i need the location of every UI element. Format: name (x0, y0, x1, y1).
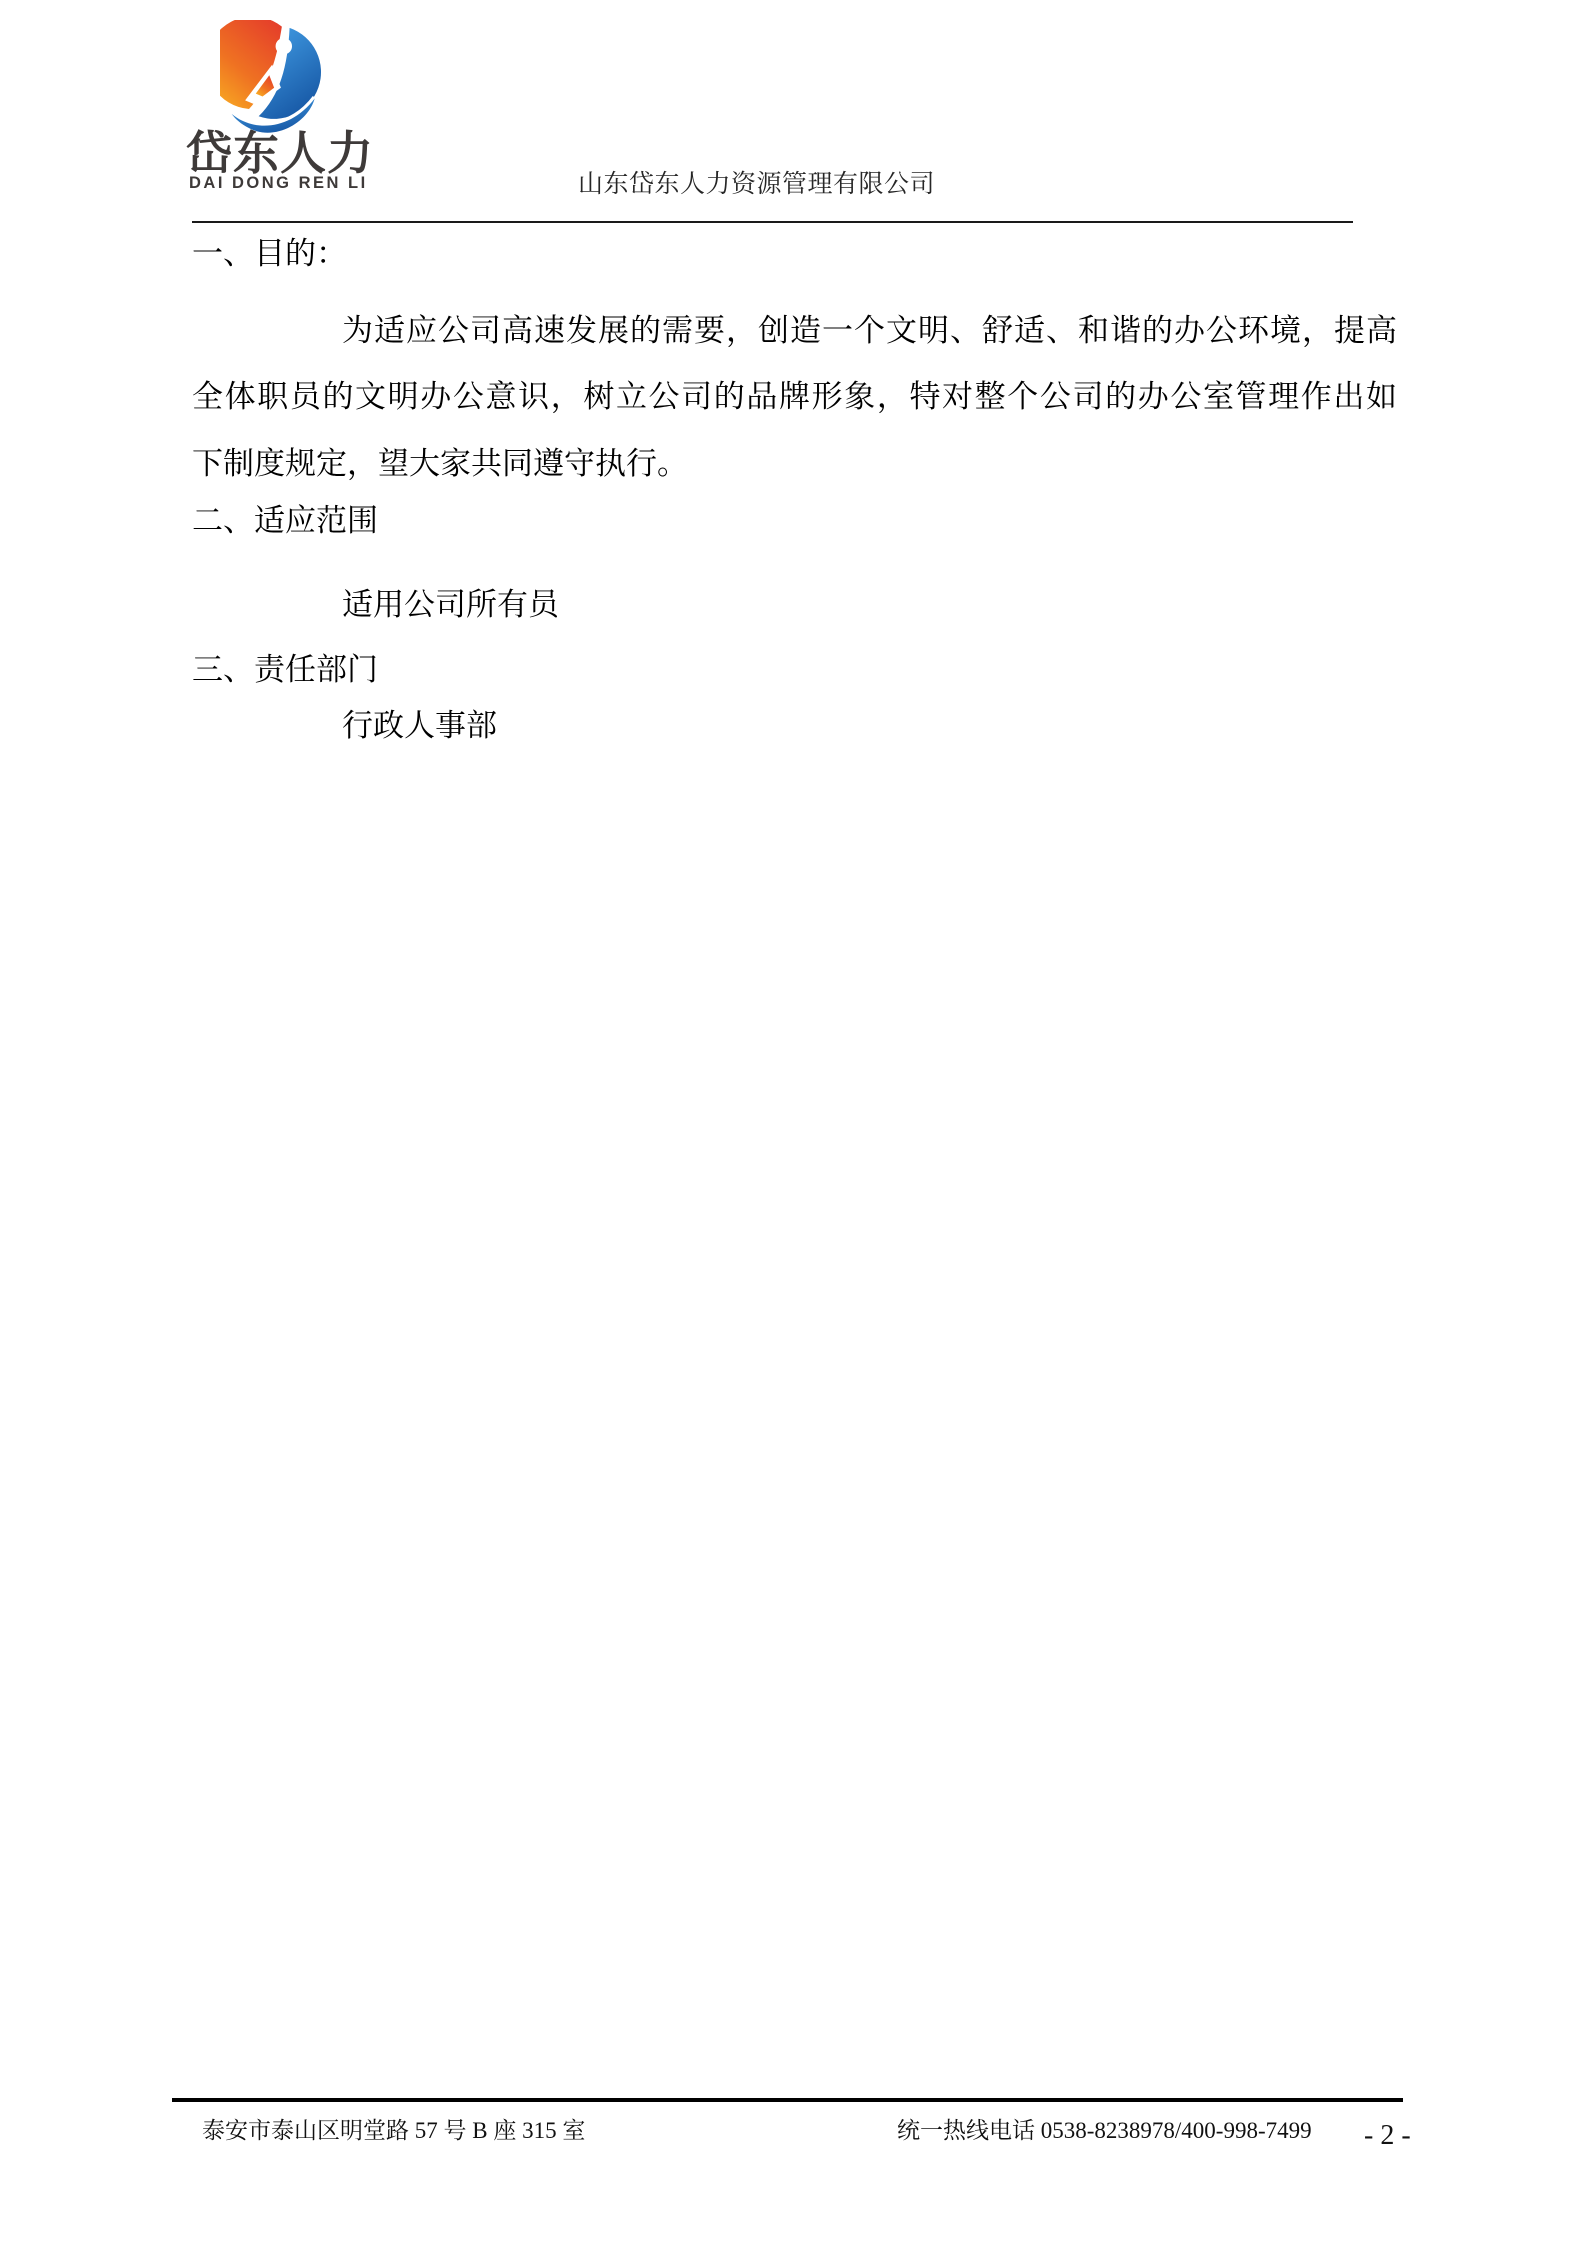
header-divider (192, 221, 1353, 223)
section1-heading: 一、目的： (192, 236, 347, 271)
footer-hotline: 统一热线电话 0538-8238978/400-998-7499 (897, 2118, 1312, 2143)
section2-paragraph-line1: 适用公司所有员 (342, 587, 559, 622)
section2-heading: 二、适应范围 (192, 503, 378, 538)
logo-name-cn: 岱东人力 (186, 127, 374, 179)
section1-paragraph-line2: 全体职员的文明办公意识，树立公司的品牌形象，特对整个公司的办公室管理作出如 (192, 379, 1397, 414)
section3-heading: 三、责任部门 (192, 652, 378, 687)
company-name: 山东岱东人力资源管理有限公司 (578, 171, 936, 198)
section1-paragraph-line1: 为适应公司高速发展的需要，创造一个文明、舒适、和谐的办公环境，提高 (342, 313, 1397, 348)
footer-address: 泰安市泰山区明堂路 57 号 B 座 315 室 (202, 2118, 586, 2143)
section1-paragraph-line3: 下制度规定，望大家共同遵守执行。 (192, 446, 688, 481)
section3-paragraph-line1: 行政人事部 (342, 708, 497, 743)
logo-name-en: DAI DONG REN LI (189, 174, 368, 192)
logo-mark-icon (220, 20, 336, 142)
footer-divider (172, 2098, 1403, 2102)
page-number: - 2 - (1364, 2120, 1411, 2151)
